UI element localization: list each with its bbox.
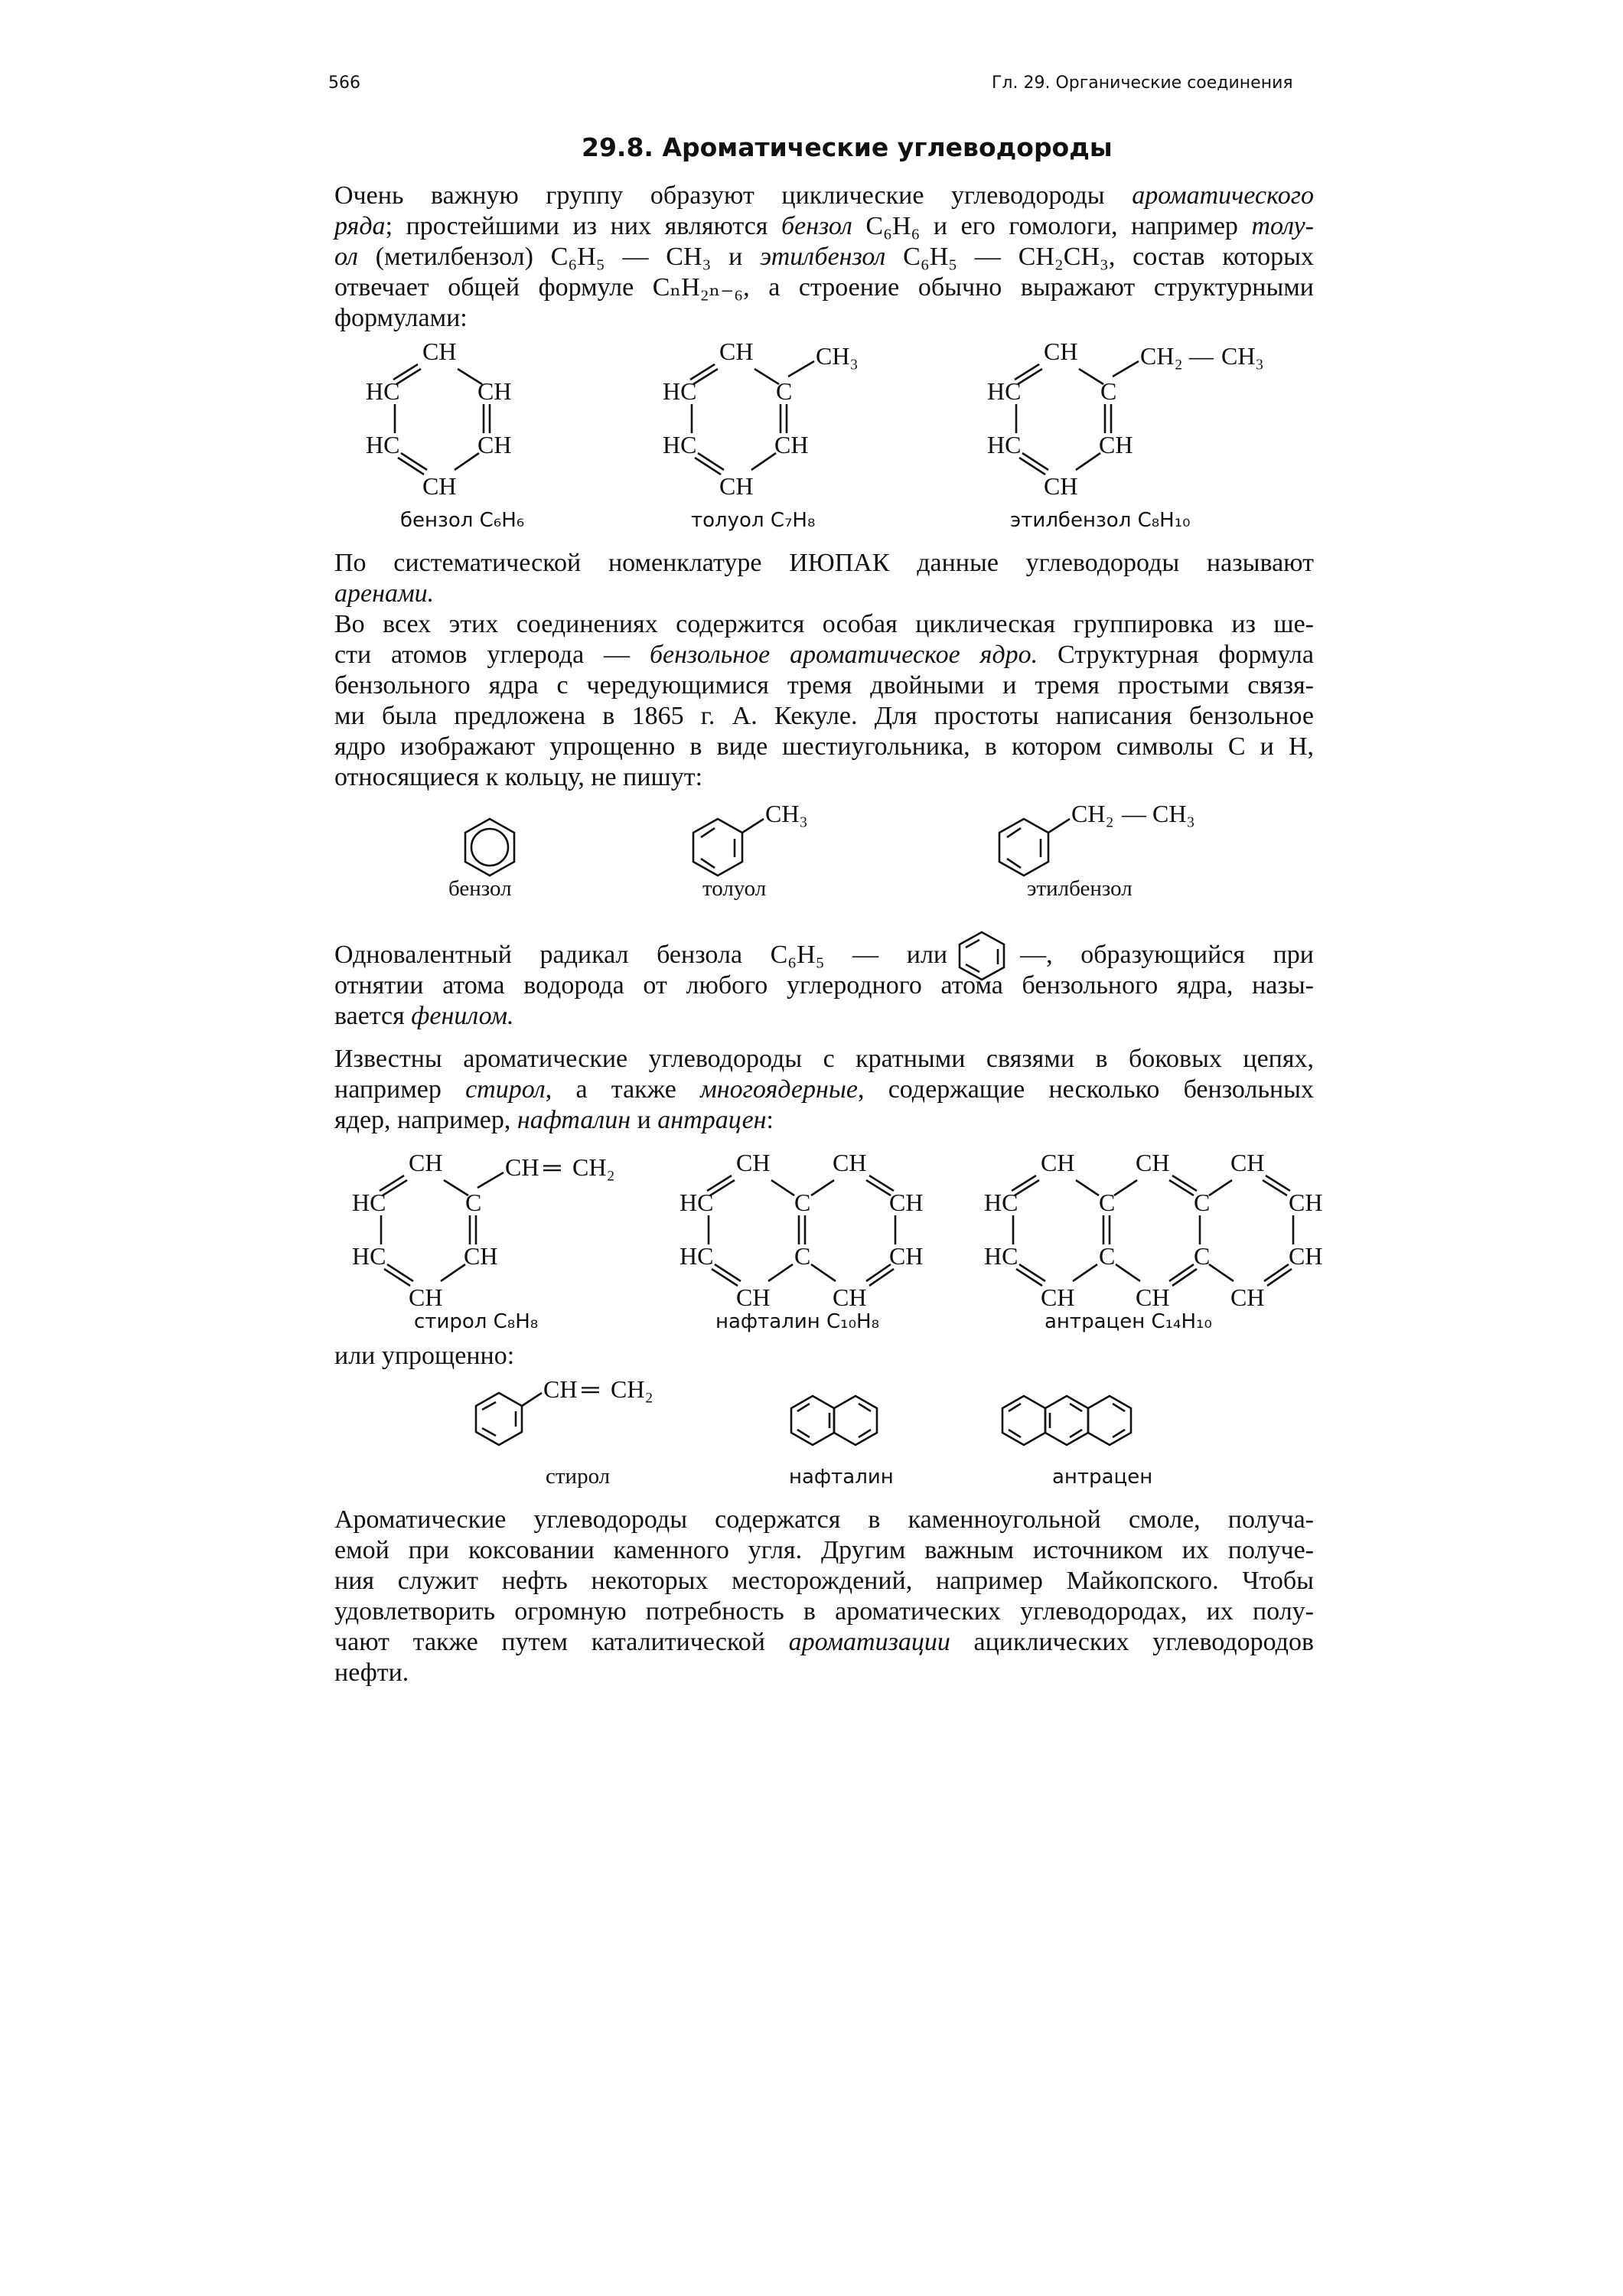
p4-text: Одновалентный радикал бензола C₆H₅ — или [334,941,948,969]
term-polynuclear: многоядерные [700,1075,858,1104]
p3-line-4: ми была предложена в 1865 г. А. Кекуле. Для простоты написания бензольное [334,702,1314,730]
p4-text: вается [334,1002,412,1030]
p5-text: ядер, например, [334,1106,517,1134]
atom-label: CH₂ [611,1375,653,1403]
atom-label: — [1189,342,1214,370]
caption-styrene-formula: стирол C₈H₈ [414,1310,539,1333]
p5-text: например [334,1075,466,1104]
atom-label: CH [543,1375,578,1403]
caption-ethylbenzene-formula: этилбензол C₈H₁₀ [1010,509,1191,532]
atom-label: C [794,1189,811,1216]
term-toluene-end: ол [334,243,358,271]
atom-label: HC [984,1242,1018,1270]
atom-label: CH [736,1149,771,1176]
caption-naphthalene-formula: нафталин C₁₀H₈ [715,1310,879,1333]
p4-line-3 [334,1001,1314,1032]
anthracene-structure [1012,1176,1293,1286]
atom-label: CH [1230,1283,1265,1311]
atom-label: CH₃ [816,342,859,370]
p2-line-1: По систематической номенклатуре ИЮПАК данные углеводороды называют [334,549,1314,577]
atom-label: HC [352,1189,386,1216]
naphthalene-ring-simple [791,1396,877,1445]
caption-benzene: бензол [448,876,512,901]
styrene-ring-simple [476,1393,542,1445]
structures-row-1 [329,321,1324,536]
atom-label: CH [1289,1189,1323,1216]
term-naphthalene: нафталин [517,1106,631,1134]
atom-label: CH [833,1149,867,1176]
p1-line-4: отвечает общей формуле CₙH₂ₙ₋₆, а строение обычно выражают структурными [334,273,1314,302]
caption-toluene: толуол [702,876,767,901]
atom-label: CH [1041,1149,1075,1176]
atom-label: CH [736,1283,771,1311]
term-benzene-nucleus: бензольное ароматическое ядро. [649,641,1038,669]
atom-label: C [776,377,793,405]
caption-ethylbenzene: этилбензол [1027,876,1133,901]
atom-label: CH₃ [1221,342,1264,370]
benzene-ring-simple [465,819,514,876]
atom-label: CH₂ [572,1153,615,1181]
atom-label: HC [680,1189,714,1216]
atom-label: HC [352,1242,386,1270]
paragraph-5 [334,1044,1314,1136]
atom-label: CH [774,431,809,458]
p3-line-5: ядро изображают упрощенно в виде шестиугольника, в котором символы С и Н, [334,732,1314,761]
atom-label: HC [987,431,1022,458]
ethylbenzene-ring-simple [999,819,1070,876]
atom-label: CH [1041,1283,1075,1311]
atom-label: CH [1136,1283,1170,1311]
page-number: 566 [328,73,360,93]
atom-label: HC [987,377,1022,405]
paragraph-6 [334,1505,1314,1688]
paragraph-4 [334,940,1314,1032]
atom-label: CH [477,377,512,405]
atom-label: — [1122,800,1146,827]
paragraph-3 [334,609,1314,793]
benzene-structure [393,364,490,475]
p5-line-1: Известны ароматические углеводороды с кратными связями в боковых цепях, [334,1045,1314,1073]
atom-label: CH [1136,1149,1170,1176]
atom-label: CH [464,1242,498,1270]
atom-label: C [1194,1242,1211,1270]
p5-text: , содержащие несколько бензольных [857,1075,1314,1104]
term-phenyl: фенилом. [411,1002,514,1030]
atom-label: C [794,1242,811,1270]
p3-line-2 [334,640,1314,670]
atom-label: C [1099,1242,1116,1270]
phenyl-ring-icon [947,929,1020,983]
p4-line-2: отнятии атома водорода от любого углеродного атома бензольного ядра, назы- [334,971,1314,1000]
atom-label: CH [889,1189,924,1216]
p6-line-5 [334,1627,1314,1658]
caption-anthracene: антрацен [1052,1466,1153,1489]
phenyl-ring-inline [947,944,1020,969]
atom-label: C [1099,1189,1116,1216]
p1-text: (метилбензол) C₆H₅ — CH₃ и [357,243,761,271]
term-toluene-part: толу- [1251,212,1314,240]
p3-line-3: бензольного ядра с чередующимися тремя двойными и тремя простыми связя- [334,671,1314,700]
atom-label: HC [366,377,400,405]
atom-label: CH₂ [1071,800,1114,827]
section-title: 29.8. Ароматические углеводороды [582,132,1113,162]
anthracene-ring-simple [1002,1396,1131,1445]
p6-line-3: ния служит нефть некоторых месторождений, например Майкопского. Чтобы [334,1567,1314,1595]
atom-label: HC [680,1242,714,1270]
atom-label: CH [422,338,457,365]
term-anthracene: антрацен [657,1106,767,1134]
term-series: ряда [334,212,386,240]
p5-text: : [766,1106,774,1134]
p1-text: ; простейшими из них являются [385,212,781,240]
structures-row-3 [321,1140,1323,1339]
simplified-intro: или упрощенно: [334,1342,515,1370]
term-benzene: бензол [781,212,852,240]
p3-line-6: относящиеся к кольцу, не пишут: [334,763,703,791]
atom-label: CH [1230,1149,1265,1176]
atom-label: CH [505,1153,539,1181]
toluene-ring-simple [693,819,764,876]
p5-line-3 [334,1105,1314,1136]
atom-label: C [1194,1189,1211,1216]
p1-text: C₆H₆ и его гомологи, например [852,212,1252,240]
p1-line-1 [334,181,1314,211]
term-aromatic: ароматического [1132,181,1314,210]
term-styrene: стирол [465,1075,546,1104]
p3-line-1: Во всех этих соединениях содержится особая циклическая группировка из ше- [334,610,1314,638]
p1-line-2 [334,211,1314,242]
p1-line-3 [334,242,1314,272]
p1-line-5: формулами: [334,304,468,332]
atom-label: CH [1044,472,1078,500]
p6-line-6: нефти. [334,1658,409,1687]
caption-toluene-formula: толуол C₇H₈ [691,509,816,532]
atom-label: CH [477,431,512,458]
atom-label: CH₂ [1140,342,1183,370]
structures-row-4 [459,1375,1224,1462]
caption-naphthalene: нафталин [789,1466,894,1489]
p6-text: чают также путем каталитической [334,1628,789,1656]
atom-label: C [1100,377,1117,405]
atom-label: ═ [582,1375,599,1403]
atom-label: CH [889,1242,924,1270]
atom-label: HC [366,431,400,458]
atom-label: C [465,1189,482,1216]
atom-label: HC [984,1189,1018,1216]
paragraph-2 [334,548,1314,609]
atom-label: CH [1289,1242,1323,1270]
caption-styrene: стирол [546,1464,611,1489]
p5-text: и [631,1106,658,1134]
atom-label: ═ [543,1153,561,1181]
p3-text: Структурная формула [1038,641,1314,669]
p5-line-2 [334,1075,1314,1105]
term-arenes: аренами. [334,579,435,608]
atom-label: CH [719,472,754,500]
atom-label: CH₃ [765,800,808,827]
p1-text: Очень важную группу образуют циклические углеводороды [334,181,1133,210]
p6-line-4: удовлетворить огромную потребность в ароматических углеводородах, их полу- [334,1597,1314,1626]
running-title: Гл. 29. Органические соединения [992,73,1293,93]
p3-text: сти атомов углерода — [334,641,650,669]
atom-label: CH [833,1283,867,1311]
p6-line-1: Ароматические углеводороды содержатся в каменноугольной смоле, получа- [334,1505,1314,1534]
caption-anthracene-formula: антрацен C₁₄H₁₀ [1045,1310,1212,1333]
atom-label: CH [409,1149,443,1176]
p6-line-2: емой при коксовании каменного угля. Другим важным источником их получе- [334,1536,1314,1564]
term-aromatization: ароматизации [788,1628,950,1656]
term-ethylbenzene: этилбензол [760,243,886,271]
p5-text: , а также [545,1075,701,1104]
atom-label: CH [719,338,754,365]
p4-line-1 [334,940,1314,970]
p1-text: C₆H₅ — CH₂CH₃, состав которых [885,243,1314,271]
atom-label: HC [663,431,697,458]
p6-text: ациклических углеводородов [950,1628,1314,1656]
atom-label: CH [1044,338,1078,365]
p4-text: —, образующийся при [1020,941,1314,969]
atom-label: HC [663,377,697,405]
atom-label: CH [422,472,457,500]
caption-benzene-formula: бензол C₆H₆ [400,509,525,532]
paragraph-1 [334,181,1314,334]
atom-label: CH [409,1283,443,1311]
atom-label: CH [1099,431,1133,458]
atom-label: CH₃ [1152,800,1195,827]
